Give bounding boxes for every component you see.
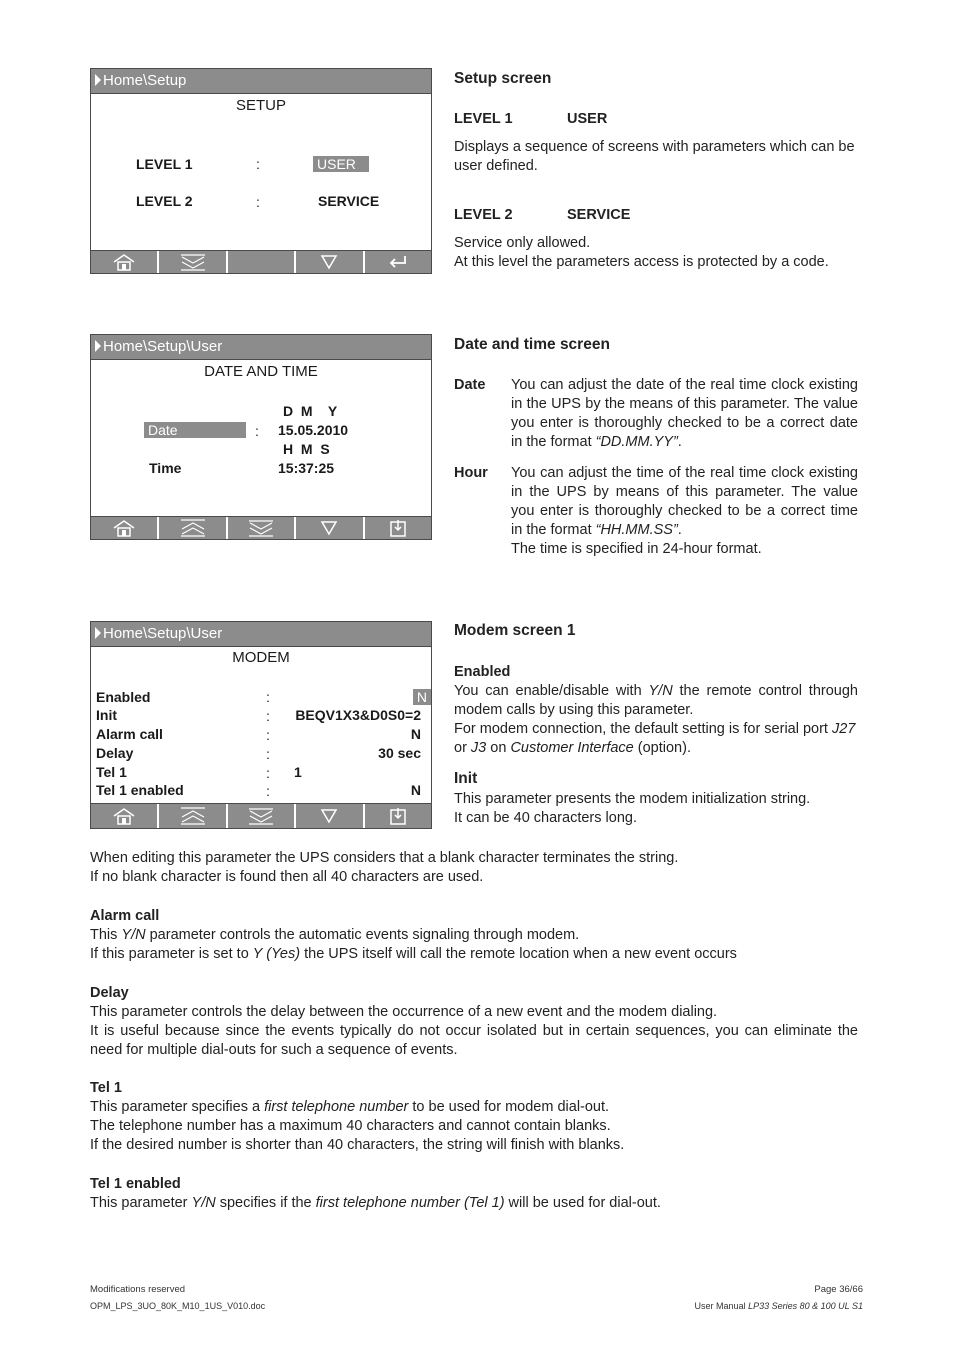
function-keys bbox=[91, 516, 431, 539]
separator: : bbox=[266, 708, 270, 724]
page-down-icon bbox=[248, 519, 274, 537]
page-up-icon bbox=[180, 807, 206, 825]
separator: : bbox=[266, 765, 270, 781]
edit-icon bbox=[385, 807, 411, 825]
down-key[interactable] bbox=[296, 804, 364, 828]
hour-description: You can adjust the time of the real time clock existing in the UPS by means of this parameter. The value you enter is thoroughly checked to be a correct time in the format “HH.MM.SS”. The time is specified in 24-hour format. bbox=[511, 465, 858, 557]
home-icon bbox=[111, 253, 137, 271]
enter-key[interactable] bbox=[365, 251, 431, 273]
page-down-key[interactable] bbox=[228, 804, 296, 828]
level2-description: Service only allowed. At this level the parameters access is protected by a code. bbox=[454, 235, 829, 270]
edit-icon bbox=[385, 519, 411, 537]
date-time-title: Date and time screen bbox=[454, 336, 610, 353]
alarm-call-description: This Y/N parameter controls the automatic events signaling through modem. If this parameter is set to Y (Yes) the UPS itself will call the remote location when a new event occurs bbox=[90, 927, 737, 962]
edit-key[interactable] bbox=[365, 517, 431, 539]
tel1-enabled-value[interactable]: N bbox=[410, 782, 421, 798]
footer-left-2: OPM_LPS_3UO_80K_M10_1US_V010.doc bbox=[90, 1301, 266, 1311]
separator: : bbox=[266, 727, 270, 743]
delay-label: Delay bbox=[96, 745, 134, 761]
hour-term: Hour bbox=[454, 465, 488, 481]
delay-description: This parameter controls the delay between the occurrence of a new event and the modem dialing. It is useful because since the events typically do not occur isolated but in certain sequences, you can eliminate the need for multiple dial-outs for such a sequence of events. bbox=[90, 1004, 858, 1058]
page-down-icon bbox=[180, 253, 206, 271]
time-value[interactable]: 15:37:25 bbox=[278, 460, 335, 476]
empty-key bbox=[228, 251, 296, 273]
time-format-header: H M S bbox=[283, 441, 330, 457]
separator: : bbox=[256, 156, 260, 172]
footer-left-1: Modifications reserved bbox=[90, 1284, 186, 1295]
enter-icon bbox=[385, 253, 411, 271]
time-label[interactable]: Time bbox=[149, 460, 182, 476]
down-arrow-icon bbox=[316, 519, 342, 537]
init-label: Init bbox=[96, 707, 117, 723]
date-time-panel bbox=[90, 334, 432, 540]
separator: : bbox=[266, 783, 270, 799]
setup-screen-panel bbox=[90, 68, 432, 274]
screen-heading: SETUP bbox=[235, 97, 286, 114]
function-keys bbox=[91, 250, 431, 273]
modem-panel bbox=[90, 621, 432, 829]
init-value[interactable]: BEQV1X3&D0S0=2 bbox=[295, 707, 421, 723]
footer-page-number: Page 36/66 bbox=[814, 1284, 863, 1295]
date-term: Date bbox=[454, 377, 486, 393]
edit-key[interactable] bbox=[365, 804, 431, 828]
home-key[interactable] bbox=[91, 517, 159, 539]
down-key[interactable] bbox=[296, 251, 364, 273]
home-icon bbox=[111, 807, 137, 825]
breadcrumb-arrow-icon bbox=[95, 627, 101, 639]
level1-term: LEVEL 1 bbox=[454, 111, 513, 127]
page-up-icon bbox=[180, 519, 206, 537]
page-up-key[interactable] bbox=[159, 517, 227, 539]
breadcrumb: Home\Setup\User bbox=[91, 335, 431, 360]
level2-label: LEVEL 2 bbox=[136, 193, 193, 209]
function-keys bbox=[91, 803, 431, 828]
alarm-call-value[interactable]: N bbox=[410, 726, 421, 742]
delay-value[interactable]: 30 sec bbox=[378, 745, 421, 761]
alarm-call-heading: Alarm call bbox=[90, 908, 160, 924]
date-value[interactable]: 15.05.2010 bbox=[278, 422, 349, 438]
enabled-label: Enabled bbox=[96, 689, 151, 705]
breadcrumb-arrow-icon bbox=[95, 74, 101, 86]
level2-value[interactable]: SERVICE bbox=[318, 193, 380, 209]
separator: : bbox=[255, 423, 259, 439]
separator: : bbox=[266, 689, 270, 705]
level1-term-value: USER bbox=[567, 111, 608, 127]
setup-screen-title: Setup screen bbox=[454, 70, 552, 87]
screen-heading: MODEM bbox=[232, 649, 290, 666]
date-description: You can adjust the date of the real time clock existing in the UPS by the means of this parameter. The value you enter is thoroughly checked to be a correct date in the format “DD.MM.YY”. bbox=[511, 377, 858, 450]
home-icon bbox=[111, 519, 137, 537]
page-down-key[interactable] bbox=[159, 251, 227, 273]
date-format-header: D M Y bbox=[283, 403, 338, 419]
page-down-icon bbox=[248, 807, 274, 825]
separator: : bbox=[256, 194, 260, 210]
enabled-value[interactable]: N bbox=[413, 689, 431, 705]
level2-term-value: SERVICE bbox=[567, 207, 631, 223]
tel1-label: Tel 1 bbox=[96, 764, 127, 780]
tel1-heading: Tel 1 bbox=[90, 1080, 122, 1096]
down-arrow-icon bbox=[316, 253, 342, 271]
separator: : bbox=[266, 746, 270, 762]
home-key[interactable] bbox=[91, 804, 159, 828]
down-key[interactable] bbox=[296, 517, 364, 539]
date-label[interactable]: Date bbox=[144, 422, 246, 438]
alarm-call-label: Alarm call bbox=[96, 726, 163, 742]
breadcrumb: Home\Setup\User bbox=[91, 622, 431, 647]
level1-value[interactable]: USER bbox=[313, 156, 369, 172]
footer-manual-title: User Manual LP33 Series 80 & 100 UL S1 bbox=[694, 1301, 863, 1311]
enabled-description: You can enable/disable with Y/N the remote control through modem calls by using this parameter. For modem connection, the default setting is for serial port J27 or J3 on Customer Interface (option). bbox=[454, 683, 858, 756]
screen-heading: DATE AND TIME bbox=[204, 363, 318, 380]
tel1-enabled-description: This parameter Y/N specifies if the first telephone number (Tel 1) will be used for dial-out. bbox=[90, 1195, 661, 1211]
home-key[interactable] bbox=[91, 251, 159, 273]
enabled-heading: Enabled bbox=[454, 664, 511, 680]
breadcrumb: Home\Setup bbox=[91, 69, 431, 94]
level1-label: LEVEL 1 bbox=[136, 156, 193, 172]
tel1-description: This parameter specifies a first telephone number to be used for modem dial-out. The telephone number has a maximum 40 characters and cannot contain blanks. If the desired number is shorter than 40 characters, the string will finish with blanks. bbox=[90, 1099, 625, 1153]
init-heading: Init bbox=[454, 770, 478, 787]
init-description: This parameter presents the modem initialization string. It can be 40 characters long. bbox=[454, 791, 811, 826]
tel1-value[interactable]: 1 bbox=[294, 764, 302, 780]
delay-heading: Delay bbox=[90, 985, 129, 1001]
level2-term: LEVEL 2 bbox=[454, 207, 513, 223]
page-down-key[interactable] bbox=[228, 517, 296, 539]
breadcrumb-arrow-icon bbox=[95, 340, 101, 352]
level1-description: Displays a sequence of screens with parameters which can be user defined. bbox=[454, 139, 855, 174]
modem-screen-title: Modem screen 1 bbox=[454, 622, 576, 639]
init-continued: When editing this parameter the UPS considers that a blank character terminates the string. If no blank character is found then all 40 characters are used. bbox=[90, 850, 679, 885]
page-up-key[interactable] bbox=[159, 804, 227, 828]
tel1-enabled-label: Tel 1 enabled bbox=[96, 782, 184, 798]
down-arrow-icon bbox=[316, 807, 342, 825]
tel1-enabled-heading: Tel 1 enabled bbox=[90, 1176, 181, 1192]
